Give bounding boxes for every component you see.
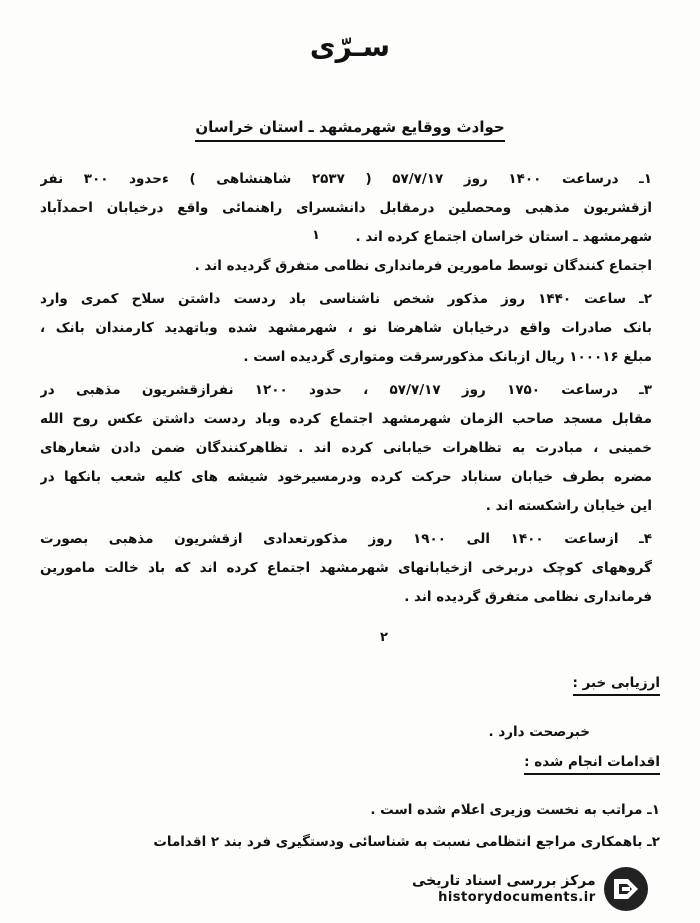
paragraph-4 [40,525,652,612]
paragraph-line: ۴ـ ازساعت ۱۴۰۰ الی ۱۹۰۰ روز مذکورتعدادی ازقشریون مذهبی بصورت [40,531,652,547]
document-body [40,165,652,612]
paragraph-line: فرمانداری نظامی متفرق گردیده اند . [404,589,652,605]
paragraph-line: مبلغ ۱۰۰۰۱۶ ریال ازبانک مذکورسرقت ومتواری گردیده است . [243,349,652,365]
watermark-url: historydocuments.ir [438,889,596,905]
action-item: ۱ـ مراتب به نخست وزیری اعلام شده است . [370,802,660,818]
actions-label [524,754,660,770]
paragraph-line: ۱ـ درساعت ۱۴۰۰ روز ۵۷/۷/۱۷ ( ۲۵۳۷ شاهنشاهی ) ءحدود ۳۰۰ نفر [40,171,652,187]
paragraph-line: مقابل مسجد صاحب الزمان شهرمشهد اجتماع کرده وباد ردست داشتن عکس روح الله [40,411,652,427]
document-heading-text: حوادث ووقایع شهرمشهد ـ استان خراسان [195,118,504,142]
paragraph-line: خمینی ، مبادرت به تظاهرات خیابانی کرده اند . تظاهرکنندگان ضمن دادن شعارهای [40,440,652,456]
margin-mark: ۲ [380,630,388,645]
paragraph-2 [40,285,652,372]
archive-logo-icon [602,865,650,913]
paragraph-line: اجتماع کنندگان توسط مامورین فرمانداری نظامی متفرق گردیده اند . [194,258,652,274]
paragraph-line: مضره بطرف خیابان سناباد حرکت کرده ودرمسیرخود شیشه های کلیه شعب بانکها در [40,469,652,485]
paragraph-line: ۳ـ درساعت ۱۷۵۰ روز ۵۷/۷/۱۷ ، حدود ۱۲۰۰ نفرازقشریون مذهبی در [40,382,652,398]
evaluation-label [573,675,660,691]
paragraph-line: ازقشریون مذهبی ومحصلین درمقابل دانشسرای راهنمائی واقع درخیابان احمدآباد [40,200,652,216]
watermark-name: مرکز بررسی اسناد تاریخی [412,872,596,889]
paragraph-line: شهرمشهد ـ استان خراسان اجتماع کرده اند . [355,229,652,245]
document-heading [0,118,700,136]
paragraph-line: این خیابان راشکسته اند . [485,498,652,514]
paragraph-line: ۲ـ ساعت ۱۴۴۰ روز مذکور شخص ناشناسی باد ردست داشتن سلاح کمری وارد [40,291,652,307]
watermark-text [412,873,596,905]
margin-mark: ۱ [312,228,320,243]
paragraph-1 [40,165,652,281]
evaluation-note: خبرصحت دارد . [488,724,590,740]
classification-title: سـرّی [309,30,391,63]
evaluation-label-text: ارزیابی خبر : [573,675,660,696]
action-item: ۲ـ باهمکاری مراجع انتظامی نسبت به شناسائی ودستگیری فرد بند ۲ اقدامات [153,834,660,850]
paragraph-3 [40,376,652,521]
paragraph-line: گروههای کوچک دربرخی ازخیابانهای شهرمشهد اجتماع کرده اند که باد خالت مامورین [40,560,652,576]
actions-label-text: اقدامات انجام شده : [524,754,660,775]
paragraph-line: بانک صادرات واقع درخیابان شاهرضا نو ، شهرمشهد شده وباتهدید کارمندان بانک ، [40,320,652,336]
archive-watermark [412,860,697,918]
